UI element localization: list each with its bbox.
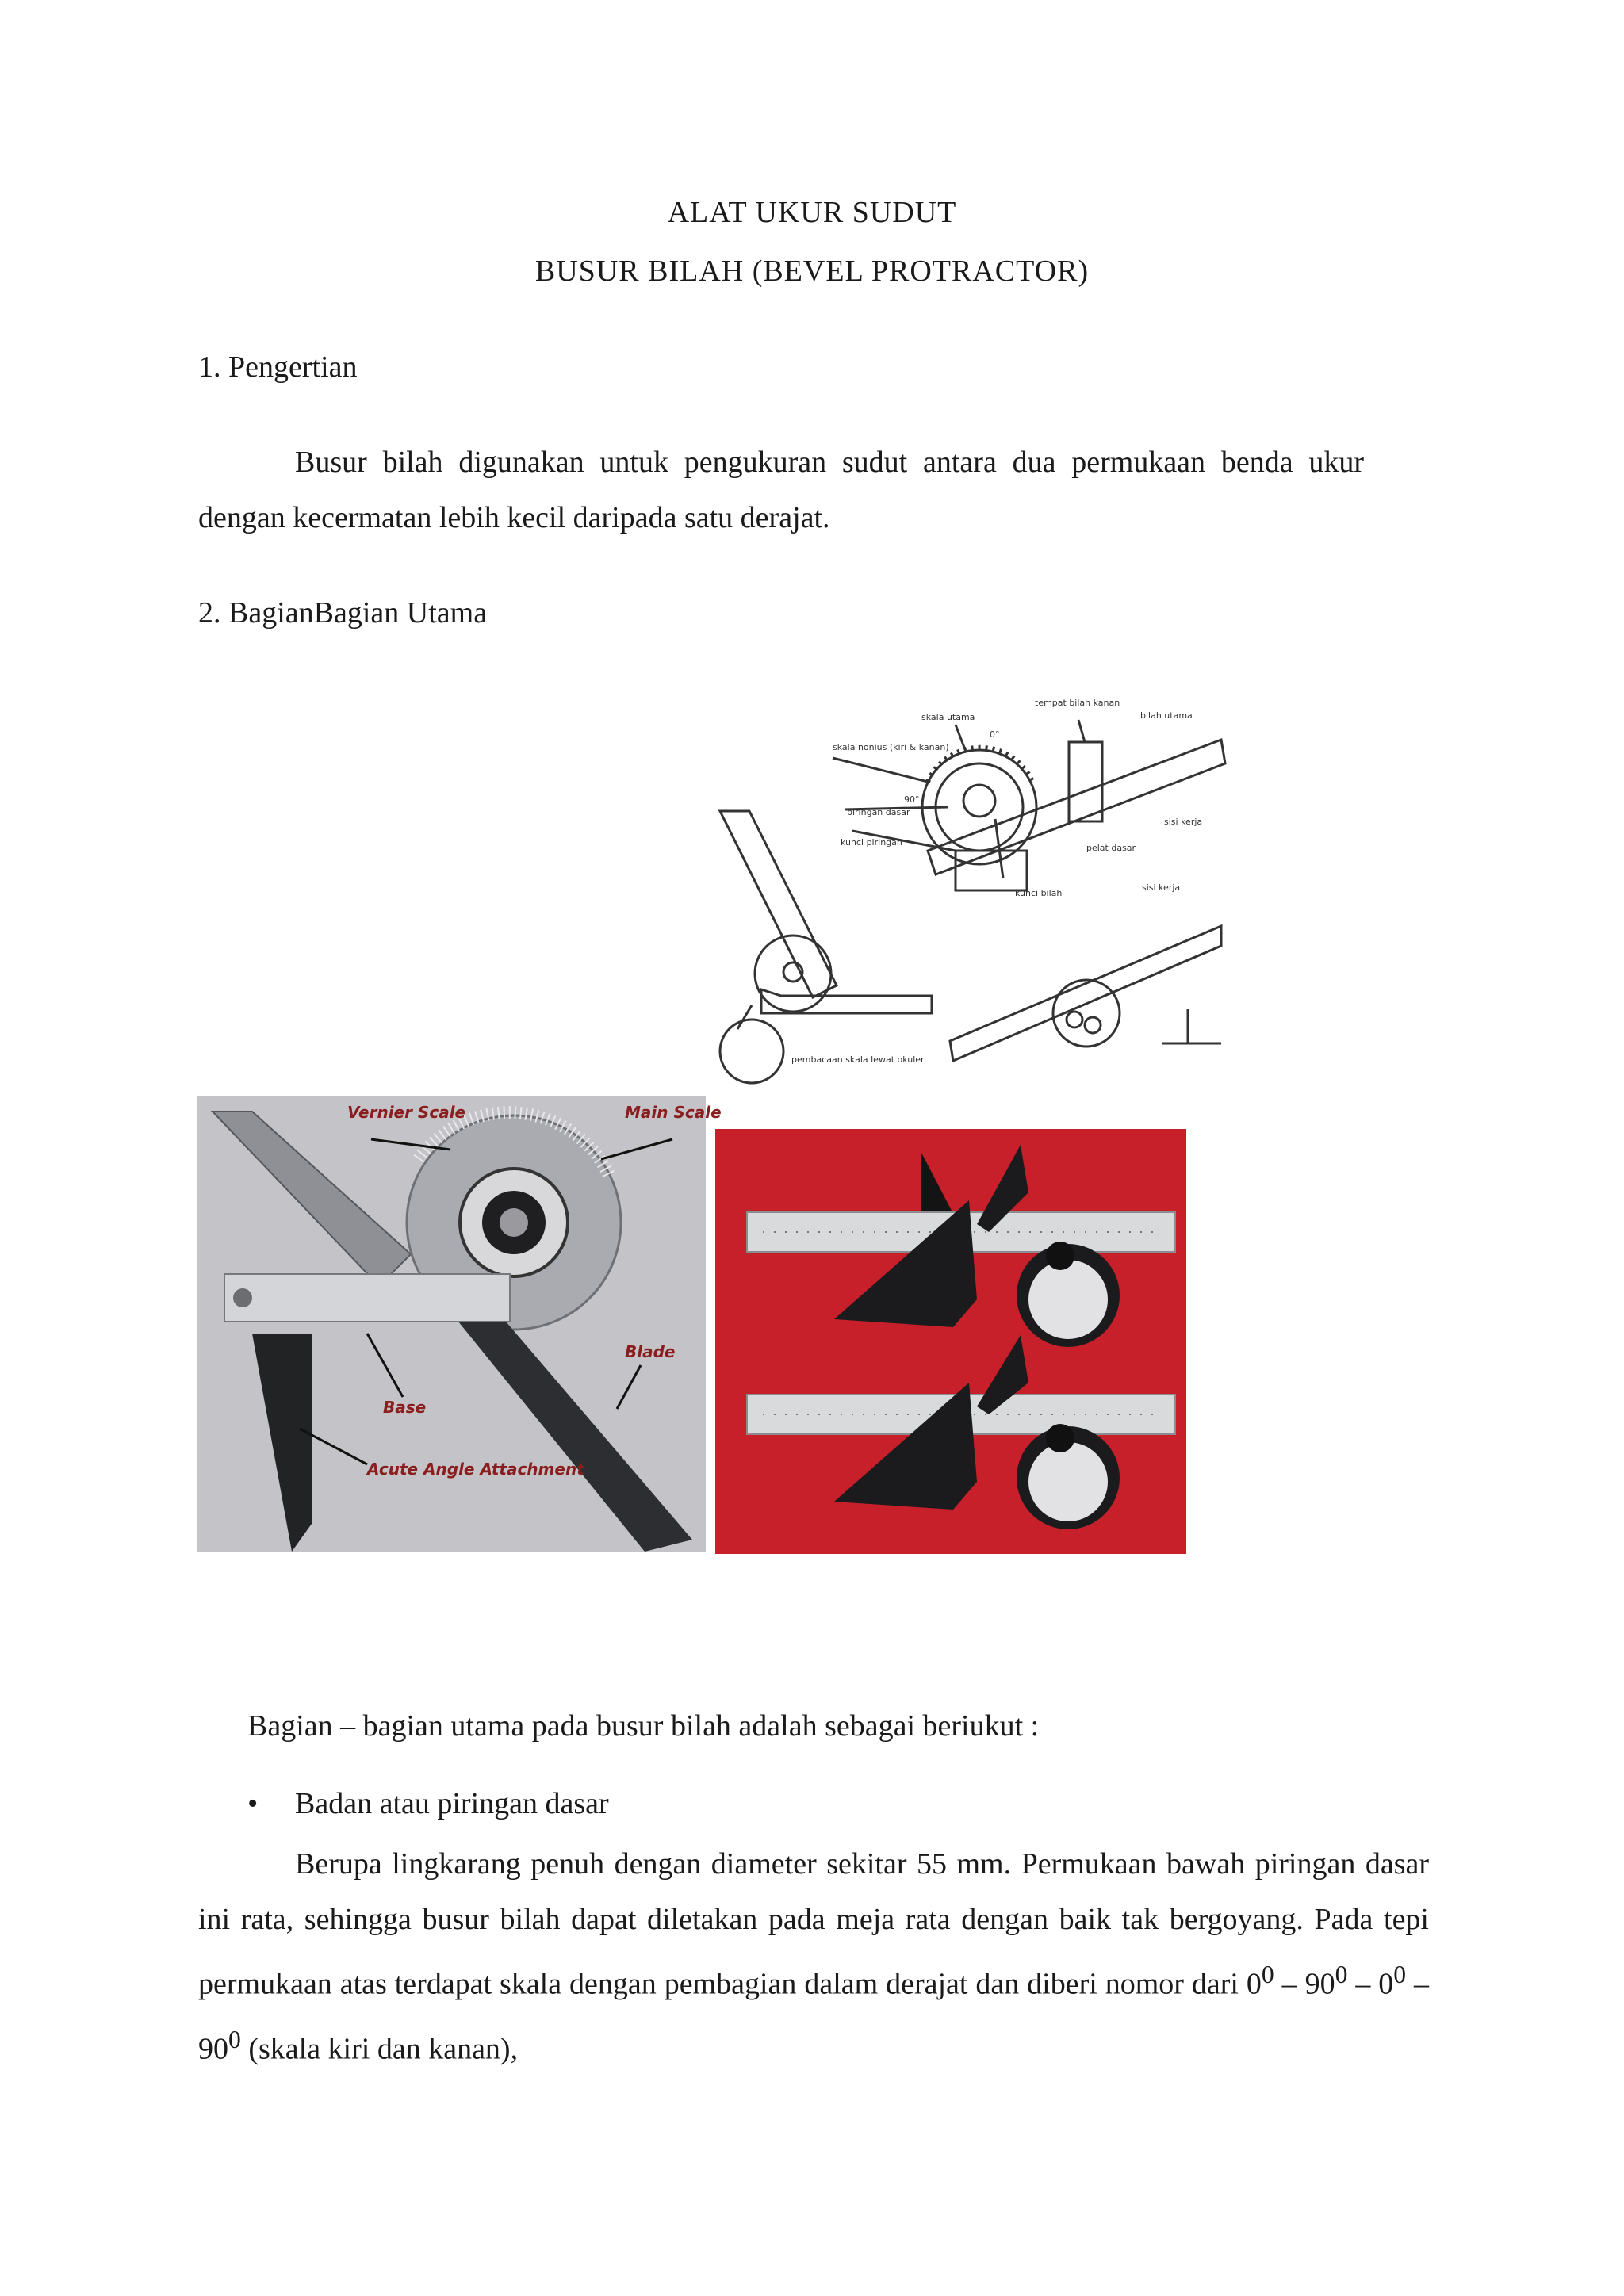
leader-skala-utama [956, 725, 966, 752]
formula-d-sup: 0 [228, 2025, 241, 2053]
label-kunci-piringan: kunci piringan [841, 837, 902, 848]
label-base: Base [383, 1398, 427, 1417]
diagram-right-knob-1 [1067, 1012, 1082, 1027]
diagram-eyepiece-view [720, 1020, 783, 1083]
label-sisi-kerja-1: sisi kerja [1164, 817, 1203, 827]
leader-skala-nonius [833, 758, 928, 782]
parts-intro: Bagian – bagian utama pada busur bilah adalah sebagai beriukut : [247, 1709, 1040, 1743]
formula-dash1: – [1274, 1967, 1305, 2001]
label-deg-0: 0° [990, 729, 1000, 740]
diagram-main-blade [928, 740, 1225, 874]
diagram-eyepiece-pointer [737, 1005, 752, 1029]
label-pelat-dasar: pelat dasar [1086, 843, 1136, 853]
product-photo-svg [715, 1129, 1186, 1554]
diagram-inner-dial [936, 763, 1023, 851]
section-heading-bagian-utama: 2. BagianBagian Utama [198, 596, 488, 629]
bevel-protractor-diagram-svg [714, 688, 1228, 1100]
formula-c-sup: 0 [1393, 1961, 1407, 1988]
label-acute-angle-attachment: Acute Angle Attachment [367, 1460, 584, 1479]
photo-base-screw [233, 1288, 252, 1307]
document-title-line2: BUSUR BILAH (BEVEL PROTRACTOR) [534, 254, 1090, 288]
paragraph-badan [198, 1836, 1429, 2076]
diagram-right-knob-2 [1085, 1017, 1101, 1033]
paragraph-badan-text: Berupa lingkarang penuh dengan diameter sekitar 55 mm. Permukaan bawah piringan dasar ini rata, sehingga busur bilah dapat diletakan pada meja rata dengan baik tak bergoyang. Pada tepi permukaan atas terdapat skala dengan pembagian dalam derajat dan diberi nomor dari [198, 1847, 1429, 2001]
photo-base [224, 1274, 510, 1322]
photo-hub-hole [500, 1208, 528, 1237]
bevel-protractor-diagram [714, 688, 1228, 1100]
formula-dash2: – [1347, 1967, 1379, 2001]
diagram-left-blade [720, 811, 837, 997]
label-piringan-dasar: piringan dasar [847, 807, 910, 817]
diagram-blade-holder [1069, 742, 1102, 821]
label-kunci-bilah: kunci bilah [1015, 888, 1063, 898]
formula-dash3: – [1406, 1967, 1430, 2001]
paragraph-pengertian [198, 434, 1364, 545]
label-skala-nonius: skala nonius (kiri & kanan) [833, 742, 949, 752]
label-tempat-bilah: tempat bilah kanan [1035, 698, 1120, 708]
diagram-right-blade [950, 926, 1221, 1061]
diagram-center-hub [963, 785, 995, 817]
label-main-scale: Main Scale [625, 1103, 722, 1122]
bottom-dial-knob [1046, 1424, 1074, 1452]
document-title-line1: ALAT UKUR SUDUT [667, 196, 957, 229]
bevel-protractor-product-photo [715, 1129, 1186, 1554]
bullet-marker: • [247, 1787, 259, 1820]
section-heading-pengertian: 1. Pengertian [198, 350, 358, 384]
paragraph-badan-end: (skala kiri dan kanan), [240, 2032, 519, 2066]
label-vernier-scale: Vernier Scale [347, 1103, 466, 1122]
label-deg-90: 90° [904, 794, 920, 805]
top-dial-knob [1046, 1242, 1074, 1270]
top-dial-face [1028, 1260, 1108, 1339]
label-sisi-kerja-2: sisi kerja [1142, 882, 1181, 893]
bullet-item-badan [247, 1776, 609, 1831]
diagram-left-base [761, 989, 932, 1013]
diagram-base-plate [956, 851, 1027, 890]
formula-c: 0 [1378, 1967, 1394, 2001]
paragraph-pengertian-text: Busur bilah digunakan untuk pengukuran sudut antara dua permukaan benda ukur dengan kecermatan lebih kecil daripada satu derajat. [198, 446, 1364, 534]
formula-b: 90 [1304, 1967, 1335, 2001]
formula-b-sup: 0 [1335, 1961, 1348, 1988]
formula-a: 0 [1246, 1967, 1262, 2001]
bullet-item-badan-text: Badan atau piringan dasar [295, 1787, 609, 1820]
bevel-protractor-labeled-photo [197, 1096, 722, 1552]
diagram-left-dial [755, 936, 831, 1012]
formula-d: 90 [198, 2032, 228, 2066]
leader-tempat-bilah [1078, 720, 1085, 742]
label-blade: Blade [625, 1342, 676, 1361]
labeled-photo-svg [197, 1096, 722, 1552]
label-skala-utama: skala utama [921, 712, 975, 722]
formula-a-sup: 0 [1261, 1961, 1274, 1988]
label-bilah-utama: bilah utama [1140, 710, 1193, 721]
label-pembacaan: pembacaan skala lewat okuler [791, 1054, 925, 1065]
bottom-dial-face [1028, 1442, 1108, 1521]
